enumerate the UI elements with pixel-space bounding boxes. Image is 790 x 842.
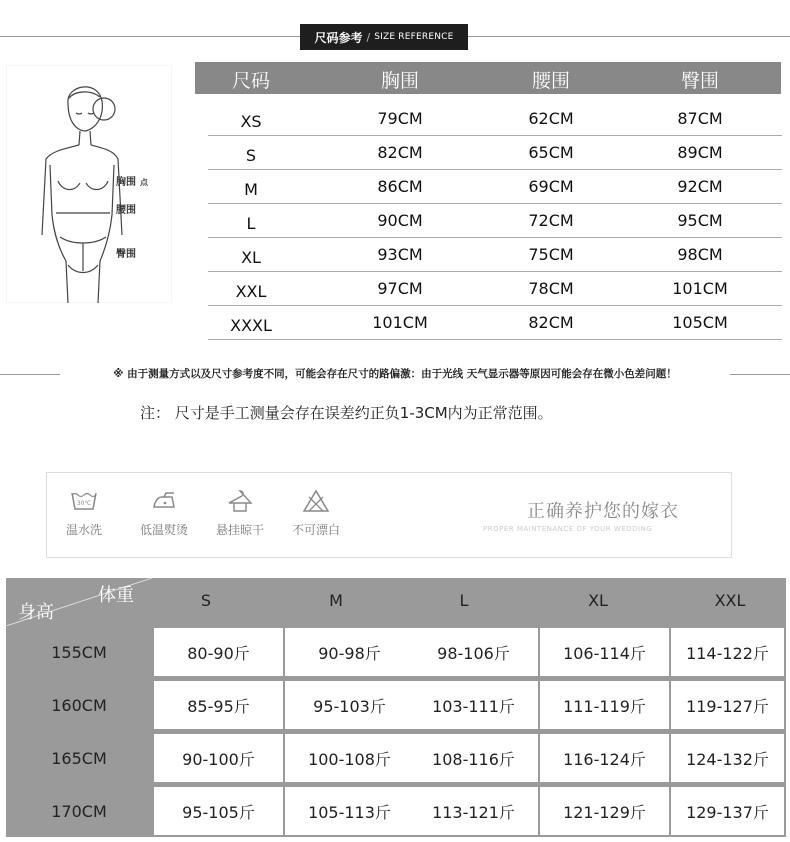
- weight-cell: 124-132斤: [671, 734, 784, 782]
- care-item-no-bleach: [281, 489, 351, 538]
- height-155: 155CM: [6, 628, 152, 676]
- row-divider: [208, 203, 782, 204]
- waist-cell: 82CM: [528, 313, 574, 332]
- figure-label-bust: 胸围: [116, 177, 136, 188]
- weight-cell: 111-119斤: [540, 681, 669, 729]
- weight-cell: 121-129斤: [540, 787, 669, 835]
- row-divider: [208, 305, 782, 306]
- tolerance-note: 注： 尺寸是手工测量会存在误差约正负1-3CM内为正常范围。: [140, 404, 553, 422]
- height-160: 160CM: [6, 681, 152, 729]
- weight-cell: 105-113斤: [285, 787, 414, 835]
- care-item-iron: [129, 489, 199, 538]
- weight-cell: 106-114斤: [540, 628, 669, 676]
- care-title: 正确养护您的嫁衣: [527, 501, 679, 522]
- bust-cell: 101CM: [372, 313, 428, 332]
- weight-cell: 100-108斤: [285, 734, 414, 782]
- measurement-disclaimer: ※ 由于测量方式以及尺寸参考度不同，可能会存在尺寸的路偏激：由于光线 天气显示器等原因可能会存在微小色差问题！: [113, 368, 677, 380]
- size-table-header: [195, 62, 781, 94]
- col-header-s: S: [200, 591, 212, 610]
- bust-cell: 97CM: [377, 279, 423, 298]
- bust-cell: 79CM: [377, 109, 423, 128]
- wash-30-icon: [70, 489, 98, 513]
- col-header-m: M: [329, 591, 343, 610]
- hip-cell: 95CM: [677, 211, 723, 230]
- bust-col-header: 胸围: [380, 70, 420, 92]
- hip-cell: 89CM: [677, 143, 723, 162]
- size-cell: XXL: [235, 282, 267, 301]
- size-cell: L: [246, 214, 256, 233]
- weight-height-table: [6, 578, 786, 837]
- figure-label-waist: 腰围: [116, 205, 136, 216]
- waist-cell: 69CM: [528, 177, 574, 196]
- height-165: 165CM: [6, 734, 152, 782]
- size-cell: XL: [241, 248, 261, 267]
- hip-cell: 98CM: [677, 245, 723, 264]
- weight-cell: 114-122斤: [671, 628, 784, 676]
- waist-col-header: 腰围: [531, 70, 571, 92]
- header-line-right: [468, 36, 790, 37]
- weight-cell: 113-121斤: [409, 787, 538, 835]
- bust-cell: 82CM: [377, 143, 423, 162]
- weight-cell: 103-111斤: [409, 681, 538, 729]
- size-cell: M: [244, 180, 258, 199]
- weight-table-header: [6, 578, 786, 626]
- hip-cell: 92CM: [677, 177, 723, 196]
- hip-col-header: 臀围: [680, 70, 720, 92]
- bust-cell: 93CM: [377, 245, 423, 264]
- hang-dry-icon: [226, 489, 254, 513]
- size-cell: XXXL: [230, 316, 272, 335]
- care-item-wash: [49, 489, 119, 538]
- row-divider: [208, 135, 782, 136]
- care-label-iron: 低温熨烫: [139, 523, 188, 537]
- hip-cell: 105CM: [672, 313, 728, 332]
- figure-label-point: 点: [140, 178, 148, 187]
- iron-low-icon: [150, 489, 178, 513]
- weight-cell: 90-100斤: [154, 734, 283, 782]
- corner-weight-label: 体重: [98, 585, 134, 606]
- care-label-hang: 悬挂晾干: [215, 523, 264, 537]
- row-divider: [208, 237, 782, 238]
- height-170: 170CM: [6, 787, 152, 835]
- weight-cell: 98-106斤: [409, 628, 538, 676]
- weight-cell: 80-90斤: [154, 628, 283, 676]
- size-cell: S: [245, 146, 257, 165]
- waist-cell: 62CM: [528, 109, 574, 128]
- corner-cell: [6, 578, 152, 626]
- weight-cell: 95-105斤: [154, 787, 283, 835]
- corner-height-label: 身高: [18, 602, 54, 623]
- waist-cell: 72CM: [528, 211, 574, 230]
- figure-label-hip: 臀围: [116, 249, 136, 260]
- care-instructions-box: [46, 472, 732, 558]
- care-label-wash: 温水洗: [65, 523, 102, 537]
- col-header-xl: XL: [588, 591, 608, 610]
- col-header-xxl: XXL: [714, 591, 746, 610]
- weight-cell: 129-137斤: [671, 787, 784, 835]
- row-divider: [208, 339, 782, 340]
- size-reference-banner: [300, 24, 468, 50]
- weight-cell: 108-116斤: [409, 734, 538, 782]
- row-divider: [208, 169, 782, 170]
- weight-cell: 90-98斤: [285, 628, 414, 676]
- svg-text:30℃: 30℃: [76, 500, 92, 507]
- body-measurement-figure: [6, 65, 172, 303]
- bust-cell: 90CM: [377, 211, 423, 230]
- banner-title-zh: 尺码参考: [314, 30, 363, 45]
- waist-cell: 65CM: [528, 143, 574, 162]
- size-cell: XS: [240, 112, 262, 131]
- banner-title-en: SIZE REFERENCE: [374, 32, 454, 42]
- row-divider: [208, 271, 782, 272]
- weight-cell: 119-127斤: [671, 681, 784, 729]
- size-col-header: 尺码: [231, 70, 271, 92]
- care-label-no-bleach: 不可漂白: [291, 523, 340, 537]
- no-bleach-icon: [302, 489, 330, 513]
- waist-cell: 78CM: [528, 279, 574, 298]
- banner-separator: /: [366, 30, 371, 44]
- care-item-hang: [205, 489, 275, 538]
- care-subtitle: PROPER MAINTENANCE OF YOUR WEDDING: [483, 525, 653, 533]
- weight-cell: 95-103斤: [285, 681, 414, 729]
- bust-cell: 86CM: [377, 177, 423, 196]
- weight-cell: 116-124斤: [540, 734, 669, 782]
- header-line-left: [0, 36, 300, 37]
- weight-cell: 85-95斤: [154, 681, 283, 729]
- col-header-l: L: [459, 591, 469, 610]
- hip-cell: 101CM: [672, 279, 728, 298]
- waist-cell: 75CM: [528, 245, 574, 264]
- hip-cell: 87CM: [677, 109, 723, 128]
